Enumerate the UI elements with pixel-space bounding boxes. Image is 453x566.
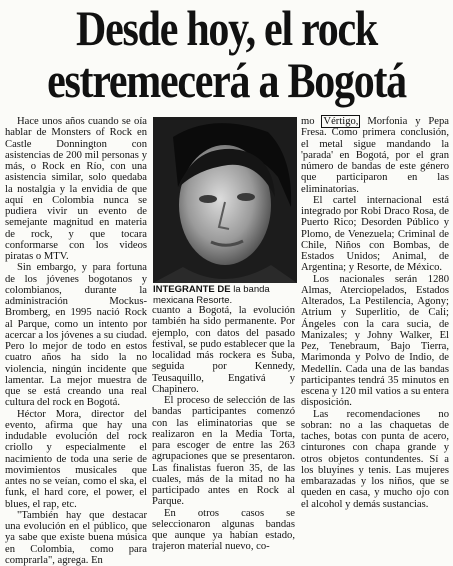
paragraph: Hace unos años cuando se oía hablar de Monsters of Rock en Castle Donnington con asistencias de 200 mil personas y más, o Rock en Río, con una asistencia similar, solo quedaba la nostalgia y la envidia de que aquí en Colombia nunca se pudiera vivir un evento de semejante magnitud en materia de rock, y que tocara conformarse con los videos piratas o MTV. — [5, 116, 147, 262]
paragraph: El proceso de selección de las bandas participantes comenzó con las eliminatorias que se realizaron en la Media Torta, para escoger de entre las 263 agrupaciones que se presentaron. Las finalistas fueron 35, de las cuales, más de la mitad no ha participado antes en Rock al Parque. — [152, 395, 295, 508]
article-column-2 — [152, 305, 295, 553]
paragraph: "También hay que destacar una evolución en el público, que ya sabe que existe buena música en Colombia, como para comprarla", agrega. En — [5, 509, 147, 566]
paragraph: Héctor Mora, director del evento, afirma que hay una indudable evolución del rock criollo y especialmente el nacimiento de toda una serie de movimientos musicales que antes no se veían, como el ska, el funk, el hard core, el power, el blues, el rap, etc. — [5, 408, 147, 510]
paragraph: cuanto a Bogotá, la evolución también ha sido permanente. Por ejemplo, con datos del pasado festival, se pudo establecer que la localidad más rockera es Suba, seguida por Kennedy, Teusaquillo, Engativá y Chapinero. — [152, 305, 295, 395]
highlighted-band-name: Vértigo, — [323, 116, 359, 127]
paragraph: Sin embargo, y para fortuna de los jóvenes bogotanos y colombianos, durante la administración Mockus-Bromberg, en 1995 nació Rock al Parque, como un intento por acercar a los jóvenes a su ciudad. Pero lo mejor de todo en estos cuatro años ha sido la no violencia, ningún incidente que lamentar. La mejor muestra de que se está creando una real cultura del rock en Bogotá. — [5, 262, 147, 409]
paragraph: El cartel internacional está integrado por Robi Draco Rosa, de Puerto Rico; Desorden Público y Plomo, de Venezuela; Criminal de Chile, Niños con Bombas, de Estados Unidos; Animal, de Argentina; y Resorte, de México. — [301, 194, 449, 274]
band-member-photo — [153, 117, 297, 283]
text-run: mo — [301, 116, 323, 127]
headline-line-1: Desde hoy, el rock — [76, 0, 377, 56]
paragraph: En otros casos se seleccionaron algunas bandas que aunque ya habían estado, trajeron material nuevo, co- — [152, 507, 295, 553]
paragraph: Las recomendaciones no sobran: no a las chaquetas de taches, botas con punta de acero, cinturones con chapa grande y otros objetos contundentes. Sí a los bluyines y tenis. Las mujeres embarazadas y los niños, que se queden en casa, y mucho ojo con el alcohol y demás sustancias. — [301, 408, 449, 510]
caption-text: la banda mexicana Resorte. — [153, 284, 270, 306]
text-run: Morfonia y Pepa Fresa. Como primera conclusión, el metal sigue mandando la 'parada' en Bogotá, por el gran número de bandas de este género que participaron en las eliminatorias. — [301, 116, 449, 195]
article-column-3 — [301, 116, 449, 510]
paragraph — [301, 116, 449, 195]
caption-bold-label: INTEGRANTE DE — [153, 284, 231, 295]
portrait-image — [153, 117, 297, 283]
photo-caption — [153, 285, 297, 306]
article-column-1 — [5, 116, 147, 566]
headline-line-2: estremecerá a Bogotá — [47, 52, 406, 108]
paragraph: Los nacionales serán 1280 Almas, Aterciopelados, Estados Alterados, La Pestilencia, Agony; Atrium y Superlitio, de Cali; Ángeles con la cara sucia, de Manizales; y Johny Walker, El Pez, Tenebraum, Bajo Tierra, Marimonda y Polvo de Indio, de Medellín. Cada una de las bandas participantes tendrá 35 minutos en escena y 120 mil vatios a su entera disposición. — [301, 273, 449, 409]
